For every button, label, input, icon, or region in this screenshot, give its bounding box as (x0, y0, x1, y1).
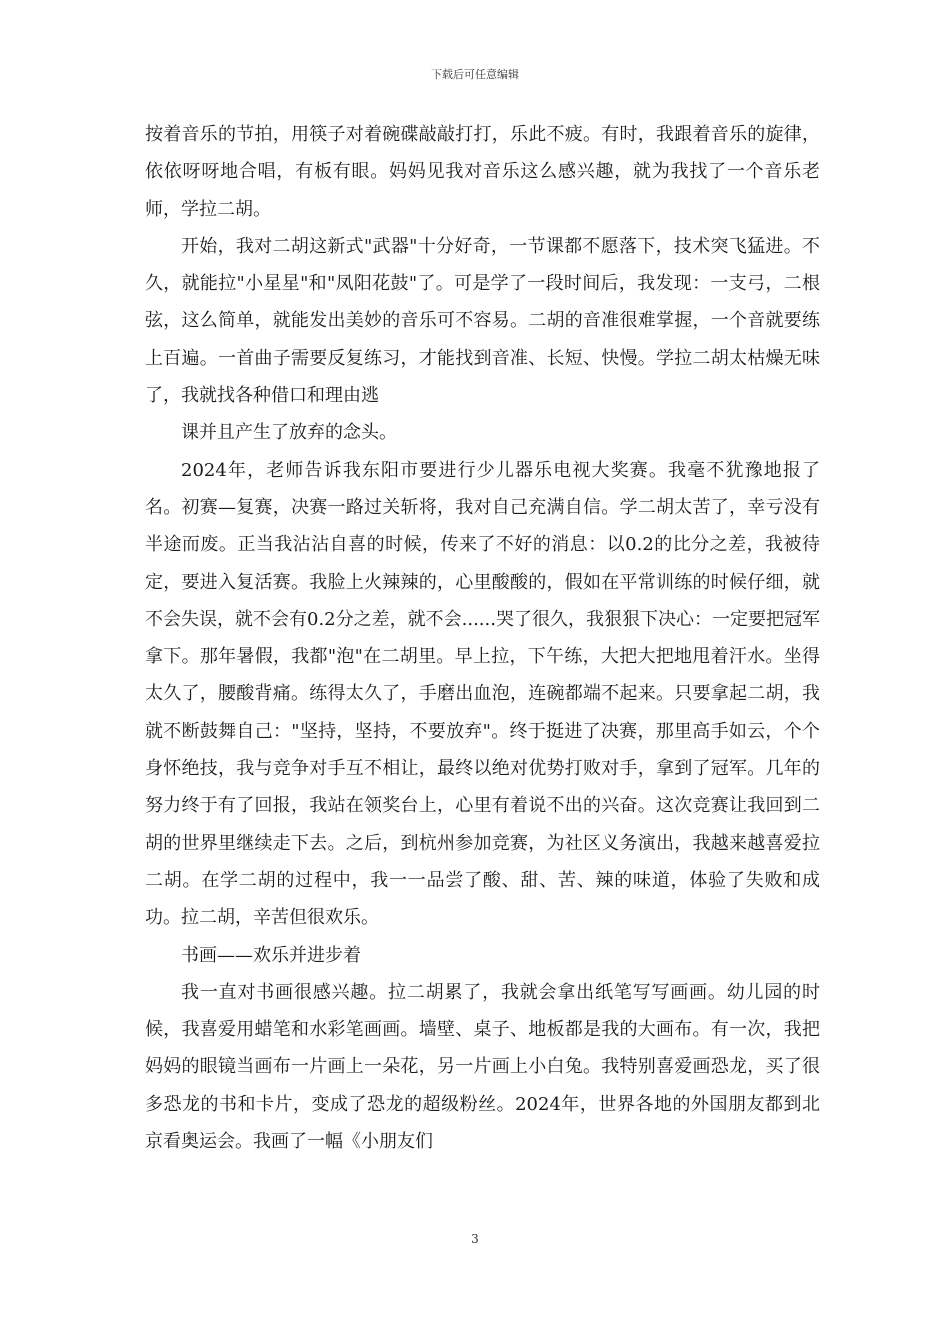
paragraph: 开始，我对二胡这新式"武器"十分好奇，一节课都不愿落下，技术突飞猛进。不久，就能拉"小星星"和"凤阳花鼓"了。可是学了一段时间后，我发现：一支弓，二根弦，这么简单，就能发出美妙的音乐可不容易。二胡的音准很难掌握，一个音就要练上百遍。一首曲子需要反复练习，才能找到音准、长短、快慢。学拉二胡太枯燥无味了，我就找各种借口和理由逃 (145, 235, 820, 407)
document-body (145, 116, 820, 1160)
paragraph: 2024年，老师告诉我东阳市要进行少儿器乐电视大奖赛。我毫不犹豫地报了名。初赛—复赛，决赛一路过关斩将，我对自己充满自信。学二胡太苦了，幸亏没有半途而废。正当我沾沾自喜的时候，传来了不好的消息：以0.2的比分之差，我被待定，要进入复活赛。我脸上火辣辣的，心里酸酸的，假如在平常训练的时候仔细，就不会失误，就不会有0.2分之差，就不会......哭了很久，我狠狠下决心：一定要把冠军拿下。那年暑假，我都"泡"在二胡里。早上拉，下午练，大把大把地甩着汗水。坐得太久了，腰酸背痛。练得太久了，手磨出血泡，连碗都端不起来。只要拿起二胡，我就不断鼓舞自己："坚持，坚持，不要放弃"。终于挺进了决赛，那里高手如云，个个身怀绝技，我与竞争对手互不相让，最终以绝对优势打败对手，拿到了冠军。几年的努力终于有了回报，我站在领奖台上，心里有着说不出的兴奋。这次竞赛让我回到二胡的世界里继续走下去。之后，到杭州参加竞赛，为社区义务演出，我越来越喜爱拉二胡。在学二胡的过程中，我一一品尝了酸、甜、苦、辣的味道，体验了失败和成功。拉二胡，辛苦但很欢乐。 (145, 459, 820, 929)
paragraph: 我一直对书画很感兴趣。拉二胡累了，我就会拿出纸笔写写画画。幼儿园的时候，我喜爱用蜡笔和水彩笔画画。墙壁、桌子、地板都是我的大画布。有一次，我把妈妈的眼镜当画布一片画上一朵花，另一片画上小白兔。我特别喜爱画恐龙，买了很多恐龙的书和卡片，变成了恐龙的超级粉丝。2024年，世界各地的外国朋友都到北京看奥运会。我画了一幅《小朋友们 (145, 981, 820, 1153)
paragraph: 课并且产生了放弃的念头。 (181, 422, 397, 444)
paragraph: 按着音乐的节拍，用筷子对着碗碟敲敲打打，乐此不疲。有时，我跟着音乐的旋律，依依呀呀地合唱，有板有眼。妈妈见我对音乐这么感兴趣，就为我找了一个音乐老师，学拉二胡。 (145, 124, 820, 220)
section-heading: 书画——欢乐并进步着 (181, 944, 361, 966)
page-header: 下载后可任意编辑 (431, 68, 519, 81)
page-number: 3 (471, 1232, 479, 1246)
